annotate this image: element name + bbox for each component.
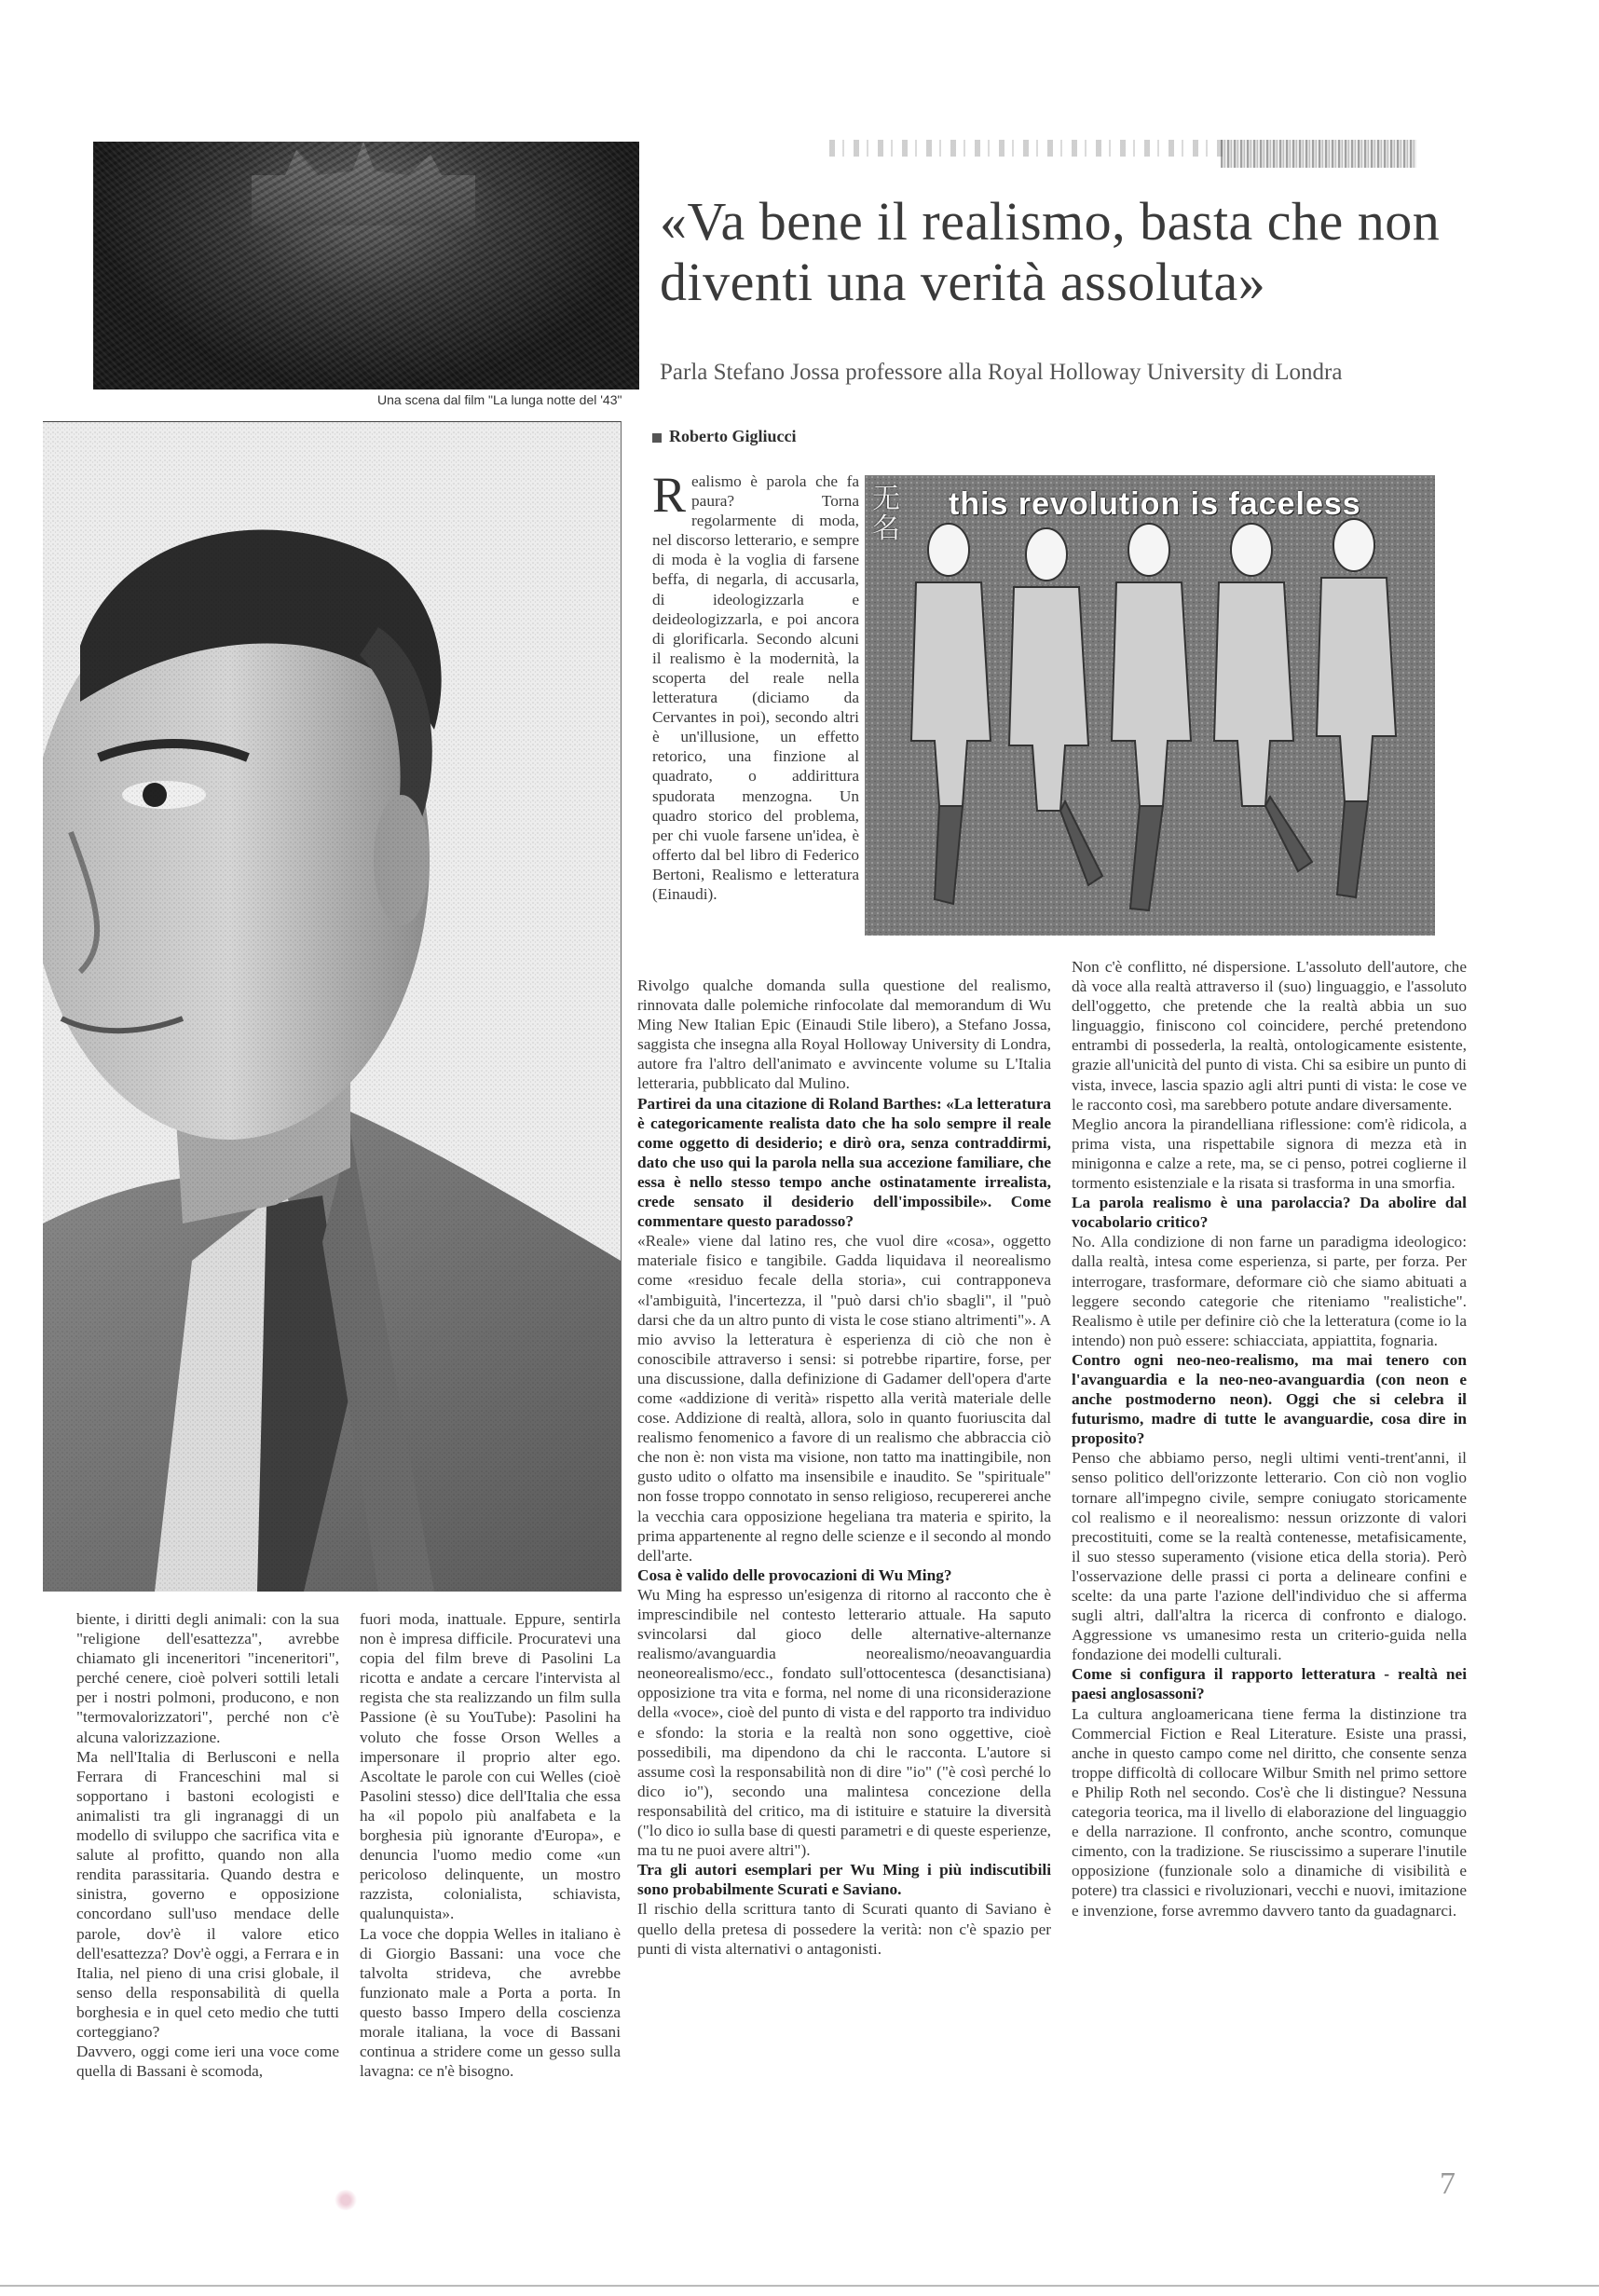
article-paragraph: «Reale» viene dal latino res, che vuol dire «cosa», oggetto materiale fisico e tangibile. Gadda liquidava il neorealismo come «residuo fecale della storia», cui contrapponeva «l'ambiguità, l'incertezza, il "può darsi ch'io sbagli", il "può darsi che da un altro punto di vista le cose stiano altrimenti"». A mio avviso la letteratura è esperienza di ciò che non è conoscibile attraverso i sensi: si potrebbe ripartire, forse, per una discussione, dalla definizione di Gadamer dell'opera d'arte come «addizione di verità» rispetto alla verità materiale delle cose. Addizione di realtà, allora, solo in quanto fuoriuscita dal realismo fenomenico a favore di un realismo che abbraccia ciò che non è: non vista ma visione, non tatto ma inattingibile, non gusto udito o olfatto ma insensibile e inaudito. Se "spirituale" non fosse troppo connotato in senso religioso, recupererei anche la vecchia cara opposizione hegeliana tra materia e spirito, la prima appartenente al regno delle scienze e il secondo al mondo dell'arte. — [637, 1232, 1051, 1565]
faceless-revolution-image — [865, 475, 1435, 936]
article-paragraph: Non c'è conflitto, né dispersione. L'assoluto dell'autore, che dà voce alla realtà attraverso il (suo) linguaggio, e l'assoluto dell'oggetto, che pretende che la realtà abbia un suo linguaggio, finiscono col coincidere, perché pretendono entrambi di possederla, la realtà, ontologicamente esistente, grazie all'unicità del punto di vista. Chi sa esibire un punto di vista, invece, lascia spazio agli altri punti di vista: le cose ve le racconto così, ma sarebbero potute andare diversamente. — [1072, 958, 1467, 1114]
article-paragraph: Davvero, oggi come ieri una voce come quella di Bassani è scomoda, — [76, 2043, 339, 2081]
article-intro-column — [652, 467, 859, 904]
author-byline — [652, 427, 796, 446]
dropcap: R — [652, 467, 687, 523]
page-number: 7 — [1440, 2166, 1456, 2201]
portrait-photo — [43, 421, 622, 1592]
article-paragraph: Ma nell'Italia di Berlusconi e nella Ferrara di Franceschini mal si sopportano i bastoni ecologisti e animalisti tra gli ingranaggi di un modello di sviluppo che sacrifica vita e salute al profitto, quando non alla rendita parassitaria. Quando destra e sinistra, governo e opposizione concordano sull'uso mendace delle parole, dov'è il valore etico dell'esattezza? Dov'è oggi, a Ferrara e in Italia, nel pieno di una crisi globale, il senso della responsabilità di quella borghesia e in quel ceto medio che tutti corteggiano? — [76, 1747, 339, 2041]
article-left-column-1 — [76, 1609, 339, 2081]
article-paragraph: Il rischio della scrittura tanto di Scurati quanto di Saviano è quello della pretesa di possedere la verità: non c'è spazio per punti di vista alternativi o antagonisti. — [637, 1900, 1051, 1958]
article-paragraph: Wu Ming ha espresso un'esigenza di ritorno al racconto che è imprescindibile nel contesto letterario attuale. Ha saputo svincolarsi dal gioco delle alternative-alternanze realismo/avanguardia neorealismo/neoavanguardia neoneorealismo/ecc., fondato sull'ottocentesca (desanctisiana) opposizione tra vita e forma, nel nome di una riconsiderazione della «voce», cioè del punto di vista e del rapporto tra individuo e sfondo: la storia e la realtà non sono oggettive, cioè possedibili, ma dipendono da chi le racconta. L'autore si assume così la responsabilità non di dire "io" ("è così perché lo dico io"), secondo una malintesa concezione della responsabilità del critico, ma di istituire e statuire la diversità ("lo dico io sulla base di questi parametri e di queste esperienze, ma tu ne puoi avere altri"). — [637, 1585, 1051, 1860]
article-paragraph: La cultura angloamericana tiene ferma la distinzione tra Commercial Fiction e Real Literature. Esiste una prassi, anche in questo campo come nel diritto, che consente senza troppe difficoltà di collocare Wilbur Smith nel primo settore e Philip Roth nel secondo. Cos'è che li distingue? Nessuna categoria teorica, ma il livello di elaborazione del linguaggio e della narrazione. Il confronto, anche scontro, comunque cimento, con la tradizione. Se riuscissimo a superare l'inutile opposizione (funzionale solo a dinamiche di visibilità e potere) tra classici e rivoluzionari, vecchi e nuovi, imitazione e invenzione, forse avremmo davvero tanto da guadagnarci. — [1072, 1704, 1467, 1920]
faceless-figures-illustration — [865, 475, 1435, 936]
headline: «Va bene il realismo, basta che non diventi una verità assoluta» — [660, 191, 1441, 312]
article-paragraph: Meglio ancora la pirandelliana riflessione: com'è ridicola, a prima vista, una rispettabile signora di mezza età in minigonna e calze a rete, ma, se ci penso, potrei coglierne il tormento esistenziale e la risata si trasforma in una smorfia. — [1072, 1114, 1467, 1193]
article-middle-column — [637, 976, 1051, 1959]
interview-question: Tra gli autori esemplari per Wu Ming i più indiscutibili sono probabilmente Scurati e Saviano. — [637, 1861, 1051, 1899]
article-paragraph: Penso che abbiamo perso, negli ultimi venti-trent'anni, il senso politico dell'orizzonte letterario. Con ciò non voglio tornare all'impegno civile, sempre coniugato storicamente col realismo e il neorealismo: nessun orizzonte di valori precostituiti, come se la realtà contenesse, metafisicamente, il suo stesso superamento (visione etica della storia). Però l'osservazione delle prassi ci porta a delineare confini e scelte: da una parte l'azione dell'individuo che si afferma sugli altri, dall'altra la ricerca di confronto e dialogo. Aggressione vs umanesimo resta un criterio-guida nella fondazione dei modelli culturali. — [1072, 1449, 1467, 1664]
photo-caption: Una scena dal film "La lunga notte del '43" — [377, 392, 622, 407]
image-title-text: this revolution is faceless — [949, 486, 1361, 522]
article-left-column-2 — [360, 1609, 621, 2081]
film-still-photo — [93, 142, 639, 390]
article-paragraph: No. Alla condizione di non farne un paradigma ideologico: dalla realtà, intesa come esperienza, si parte, per forza. Per interrogare, trasformare, deformare ciò che siamo abituati a leggere secondo categorie che riteniamo "realistiche". Realismo è utile per definire ciò che la letteratura (come io la intendo) non può essere: schiacciata, appiattita, fognaria. — [1072, 1233, 1467, 1349]
interview-question: Partirei da una citazione di Roland Barthes: «La letteratura è categoricamente realista dato che ha solo sempre il reale come oggetto di desiderio; e dirò ora, senza contraddirmi, dato che uso qui la parola nella sua accezione familiare, che essa è nello stesso tempo anche ostinatamente irrealista, crede sensato il desiderio dell'impossibile». Come commentare questo paradosso? — [637, 1094, 1051, 1231]
interview-question: Cosa è valido delle provocazioni di Wu Ming? — [637, 1565, 952, 1584]
scan-edge-line — [0, 2285, 1599, 2287]
interview-question: Contro ogni neo-neo-realismo, ma mai tenero con l'avanguardia e la neo-neo-avanguardia (con neon e anche postmoderno neon). Oggi che si celebra il futurismo, madre di tutte le avanguardie, cosa dire in proposito? — [1072, 1350, 1467, 1448]
portrait-illustration — [43, 422, 621, 1592]
ink-smudge — [334, 2190, 358, 2210]
byline-square-icon — [652, 433, 662, 443]
interview-question: La parola realismo è una parolaccia? Da abolire dal vocabolario critico? — [1072, 1194, 1467, 1232]
header-residue-strip — [829, 140, 1230, 157]
subheadline: Parla Stefano Jossa professore alla Royal Holloway University di Londra — [660, 360, 1343, 385]
article-paragraph: fuori moda, inattuale. Eppure, sentirla non è impresa difficile. Procuratevi una copia del film breve di Pasolini La ricotta e andate a cercare l'intervista al regista che sta realizzando un film sulla Passione (è su YouTube): Pasolini ha voluto che fosse Orson Welles a impersonare il proprio alter ego. Ascoltate le parole con cui Welles (cioè Pasolini stesso) dice dell'Italia che essa ha «il popolo più analfabeta e la borghesia più ignorante d'Europa», e denuncia l'uomo medio come «un pericoloso delinquente, un mostro razzista, colonialista, schiavista, qualunquista». — [360, 1610, 621, 1923]
intro-text: ealismo è parola che fa paura? Torna regolarmente di moda, nel discorso letterario, e sempre di moda è la voglia di farsene beffa, di negarla, di accusarla, di ideologizzarla e deideologizzarla, e poi ancora di glorificarla. Secondo alcuni il realismo è la modernità, la scoperta del reale nella letteratura (diciamo da Cervantes in poi), secondo altri è un'illusione, un effetto retorico, una finzione al quadrato, o addirittura spudorata menzogna. Un quadro storico del problema, per chi vuole farsene un'idea, è offerto dal bel libro di Federico Bertoni, Realismo e letteratura (Einaudi). — [652, 472, 859, 903]
image-kanji-text: 无名 — [872, 483, 900, 545]
article-right-column — [1072, 957, 1467, 1920]
author-name: Roberto Gigliucci — [669, 427, 797, 445]
article-paragraph: La voce che doppia Welles in italiano è di Giorgio Bassani: una voce che talvolta strideva, che avrebbe funzionato male a Porta a porta. In questo basso Impero della coscienza morale italiana, la voce di Bassani continua a stridere come un gesso sulla lavagna: ce n'è bisogno. — [360, 1924, 621, 2081]
article-paragraph: Rivolgo qualche domanda sulla questione del realismo, rinnovata dalle polemiche rinfocolate dal memorandum di Wu Ming New Italian Epic (Einaudi Stile libero), a Stefano Jossa, saggista che insegna alla Royal Holloway University di Londra, autore fra l'altro dell'animato e avvincente volume su L'Italia letteraria, pubblicato dal Mulino. — [637, 977, 1051, 1093]
interview-question: Come si configura il rapporto letteratura - realtà nei paesi anglosassoni? — [1072, 1665, 1467, 1703]
header-barcode-strip — [1221, 140, 1416, 168]
article-paragraph: biente, i diritti degli animali: con la sua "religione dell'esattezza", avrebbe chiamato gli inceneritori "inceneritori", perché cenere, cioè polveri sottili letali per i nostri polmoni, producono, e non "termovalorizzatori", perché non c'è alcuna valorizzazione. — [76, 1610, 339, 1746]
